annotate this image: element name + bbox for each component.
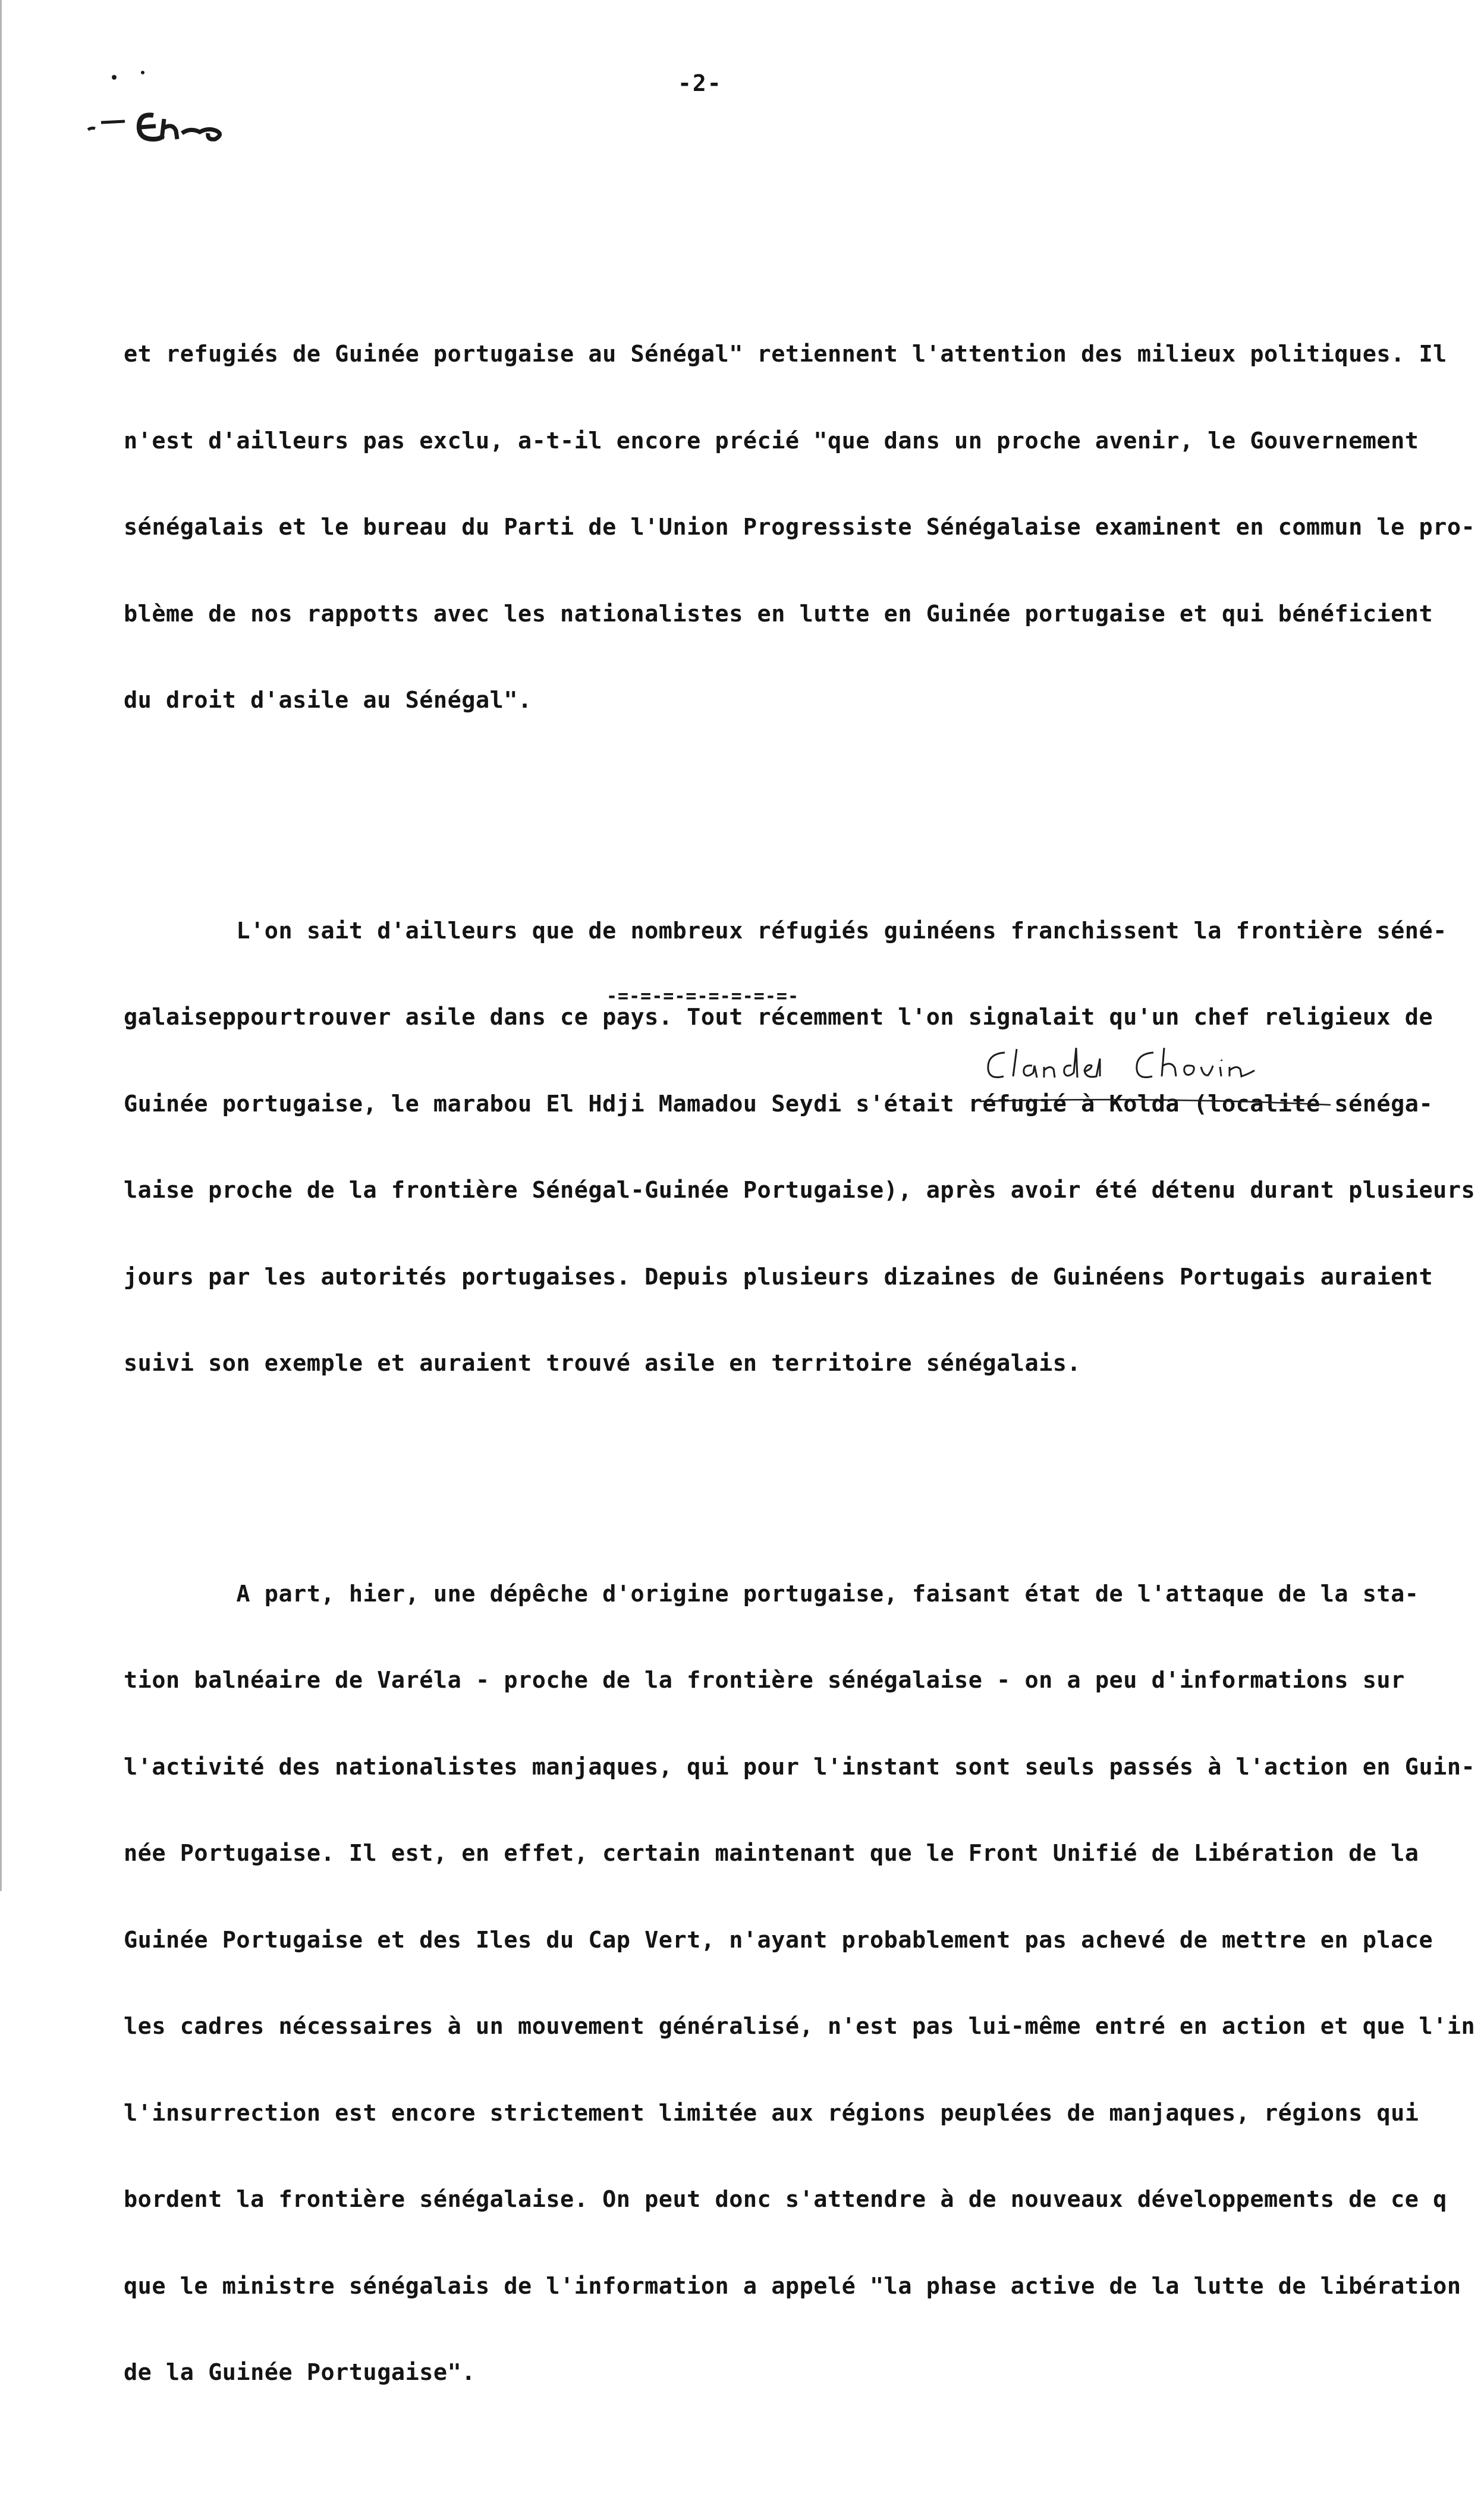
paragraph-1 — [124, 282, 1479, 773]
text-line: bordent la frontière sénégalaise. On peut donc s'attendre à de nouveaux développements de ce q — [124, 2186, 1447, 2213]
text-line: laise proche de la frontière Sénégal-Guinée Portugaise), après avoir été détenu durant plusieurs — [124, 1177, 1476, 1204]
text-line: Guinée portugaise, le marabou El Hdji Mamadou Seydi s'était réfugié à Kolda (localité sénéga- — [124, 1090, 1433, 1117]
letter-body — [124, 225, 1479, 2503]
scan-edge-line — [0, 0, 2, 1891]
text-line: les cadres nécessaires à un mouvement généralisé, n'est pas lui-même entré en action et que l'in — [124, 2013, 1476, 2040]
text-line: tion balnéaire de Varéla - proche de la frontière sénégalaise - on a peu d'informations sur — [124, 1667, 1405, 1694]
text-line: du droit d'asile au Sénégal". — [124, 687, 532, 714]
corner-mark-text: Ehn — [83, 65, 84, 66]
text-line: et refugiés de Guinée portugaise au Sénégal" retiennent l'attention des milieux politiques. Il — [124, 341, 1447, 368]
handwritten-signature — [975, 1035, 1344, 1112]
text-line: que le ministre sénégalais de l'information a appelé "la phase active de la lutte de libération — [124, 2272, 1461, 2300]
text-line: jours par les autorités portugaises. Depuis plusieurs dizaines de Guinéens Portugais auraient — [124, 1263, 1433, 1290]
separator-line: -=-=-=-=-=-=-=-=- — [606, 986, 800, 1007]
text-line: n'est d'ailleurs pas exclu, a-t-il encore précié "que dans un proche avenir, le Gouvernement — [124, 427, 1419, 454]
text-line: l'activité des nationalistes manjaques, qui pour l'instant sont seuls passés à l'action en Guin- — [124, 1753, 1476, 1780]
handwritten-corner-mark — [83, 65, 238, 149]
text-line: sénégalais et le bureau du Parti de l'Union Progressiste Sénégalaise examinent en commun le pro- — [124, 514, 1476, 541]
text-line: née Portugaise. Il est, en effet, certain maintenant que le Front Unifié de Libération de la — [124, 1840, 1419, 1867]
paragraph-2 — [124, 859, 1479, 1436]
text-line: de la Guinée Portugaise". — [124, 2359, 476, 2386]
text-line: galaiseppourtrouver asile dans ce pays. Tout récemment l'on signalait qu'un chef religieux de — [124, 1004, 1433, 1031]
page-number: -2- — [678, 70, 722, 96]
paragraph-3 — [124, 1522, 1479, 2445]
text-line: blème de nos rappotts avec les nationalistes en lutte en Guinée portugaise et qui bénéficient — [124, 600, 1433, 627]
text-line: L'on sait d'ailleurs que de nombreux réfugiés guinéens franchissent la frontière séné- — [124, 917, 1447, 944]
text-line: suivi son exemple et auraient trouvé asile en territoire sénégalais. — [124, 1350, 1081, 1377]
text-line: l'insurrection est encore strictement limitée aux régions peuplées de manjaques, régions qui — [124, 2099, 1419, 2127]
text-line: Guinée Portugaise et des Iles du Cap Vert, n'ayant probablement pas achevé de mettre en place — [124, 1926, 1433, 1954]
text-line: A part, hier, une dépêche d'origine portugaise, faisant état de l'attaque de la sta- — [124, 1580, 1419, 1607]
